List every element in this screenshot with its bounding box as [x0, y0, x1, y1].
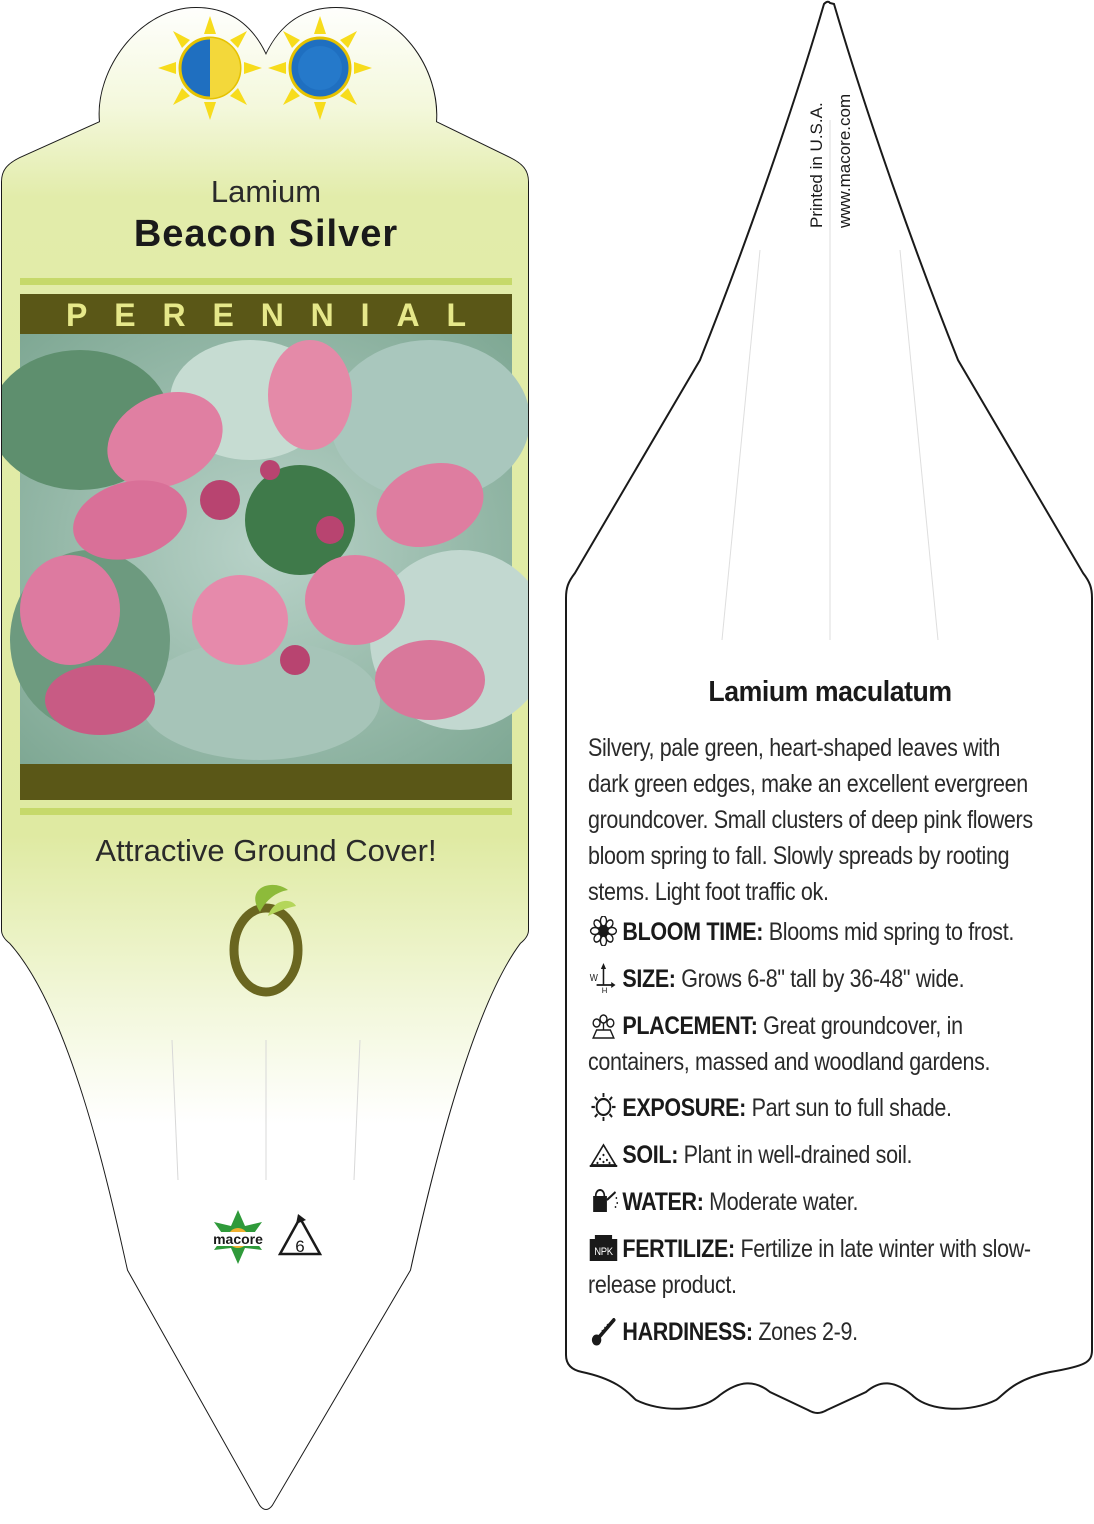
recycle-code: 6 — [295, 1237, 305, 1256]
category-label: PERENNIAL — [66, 297, 466, 333]
svg-text:H: H — [601, 985, 608, 993]
genus-name: Lamium — [210, 174, 322, 209]
care-size: W H SIZE: Grows 6-8" tall by 36-48" wide. — [588, 961, 1070, 997]
green-stripe — [20, 808, 512, 815]
website-label: www.macore.com — [835, 93, 854, 228]
variety-name: Beacon Silver — [133, 213, 399, 255]
care-exposure: EXPOSURE: Part sun to full shade. — [588, 1090, 1070, 1126]
size-icon — [588, 963, 619, 993]
sun-icon — [588, 1092, 619, 1122]
npk-icon — [588, 1233, 619, 1263]
shade-icon — [268, 16, 372, 120]
scientific-name: Lamium maculatum — [708, 676, 952, 708]
green-stripe — [20, 278, 512, 285]
care-fertilize: NPK FERTILIZE: Fertilize in late winter with slow-release product. — [588, 1235, 1031, 1299]
plant-description: Silvery, pale green, heart-shaped leaves with dark green edges, make an excellent evergreen groundcover. Small clusters of deep pink flowers bloom spring to fall. Slowly spreads by rooting stems. Light foot traffic ok. — [588, 734, 1033, 906]
placement-icon — [588, 1010, 619, 1040]
tagline: Attractive Ground Cover! — [95, 833, 437, 868]
brand-name: macore — [213, 1231, 263, 1247]
part-sun-icon — [158, 16, 262, 120]
svg-text:W: W — [589, 972, 598, 984]
thermometer-icon — [588, 1316, 619, 1346]
care-hardiness: HARDINESS: Zones 2-9. — [588, 1314, 1070, 1350]
soil-icon — [588, 1139, 619, 1169]
care-placement: PLACEMENT: Great groundcover, in containers, massed and woodland gardens. — [588, 1012, 991, 1076]
care-soil: SOIL: Plant in well-drained soil. — [588, 1137, 1070, 1173]
flower-icon — [588, 916, 619, 946]
printed-in-label: Printed in U.S.A. — [807, 102, 826, 228]
plant-photo — [0, 334, 550, 764]
photo-bottom-band — [20, 764, 512, 800]
watering-can-icon — [588, 1186, 619, 1216]
care-water: WATER: Moderate water. — [588, 1184, 1070, 1220]
care-bloom-time: BLOOM TIME: Blooms mid spring to frost. — [588, 914, 1070, 950]
svg-text:NPK: NPK — [594, 1246, 613, 1259]
